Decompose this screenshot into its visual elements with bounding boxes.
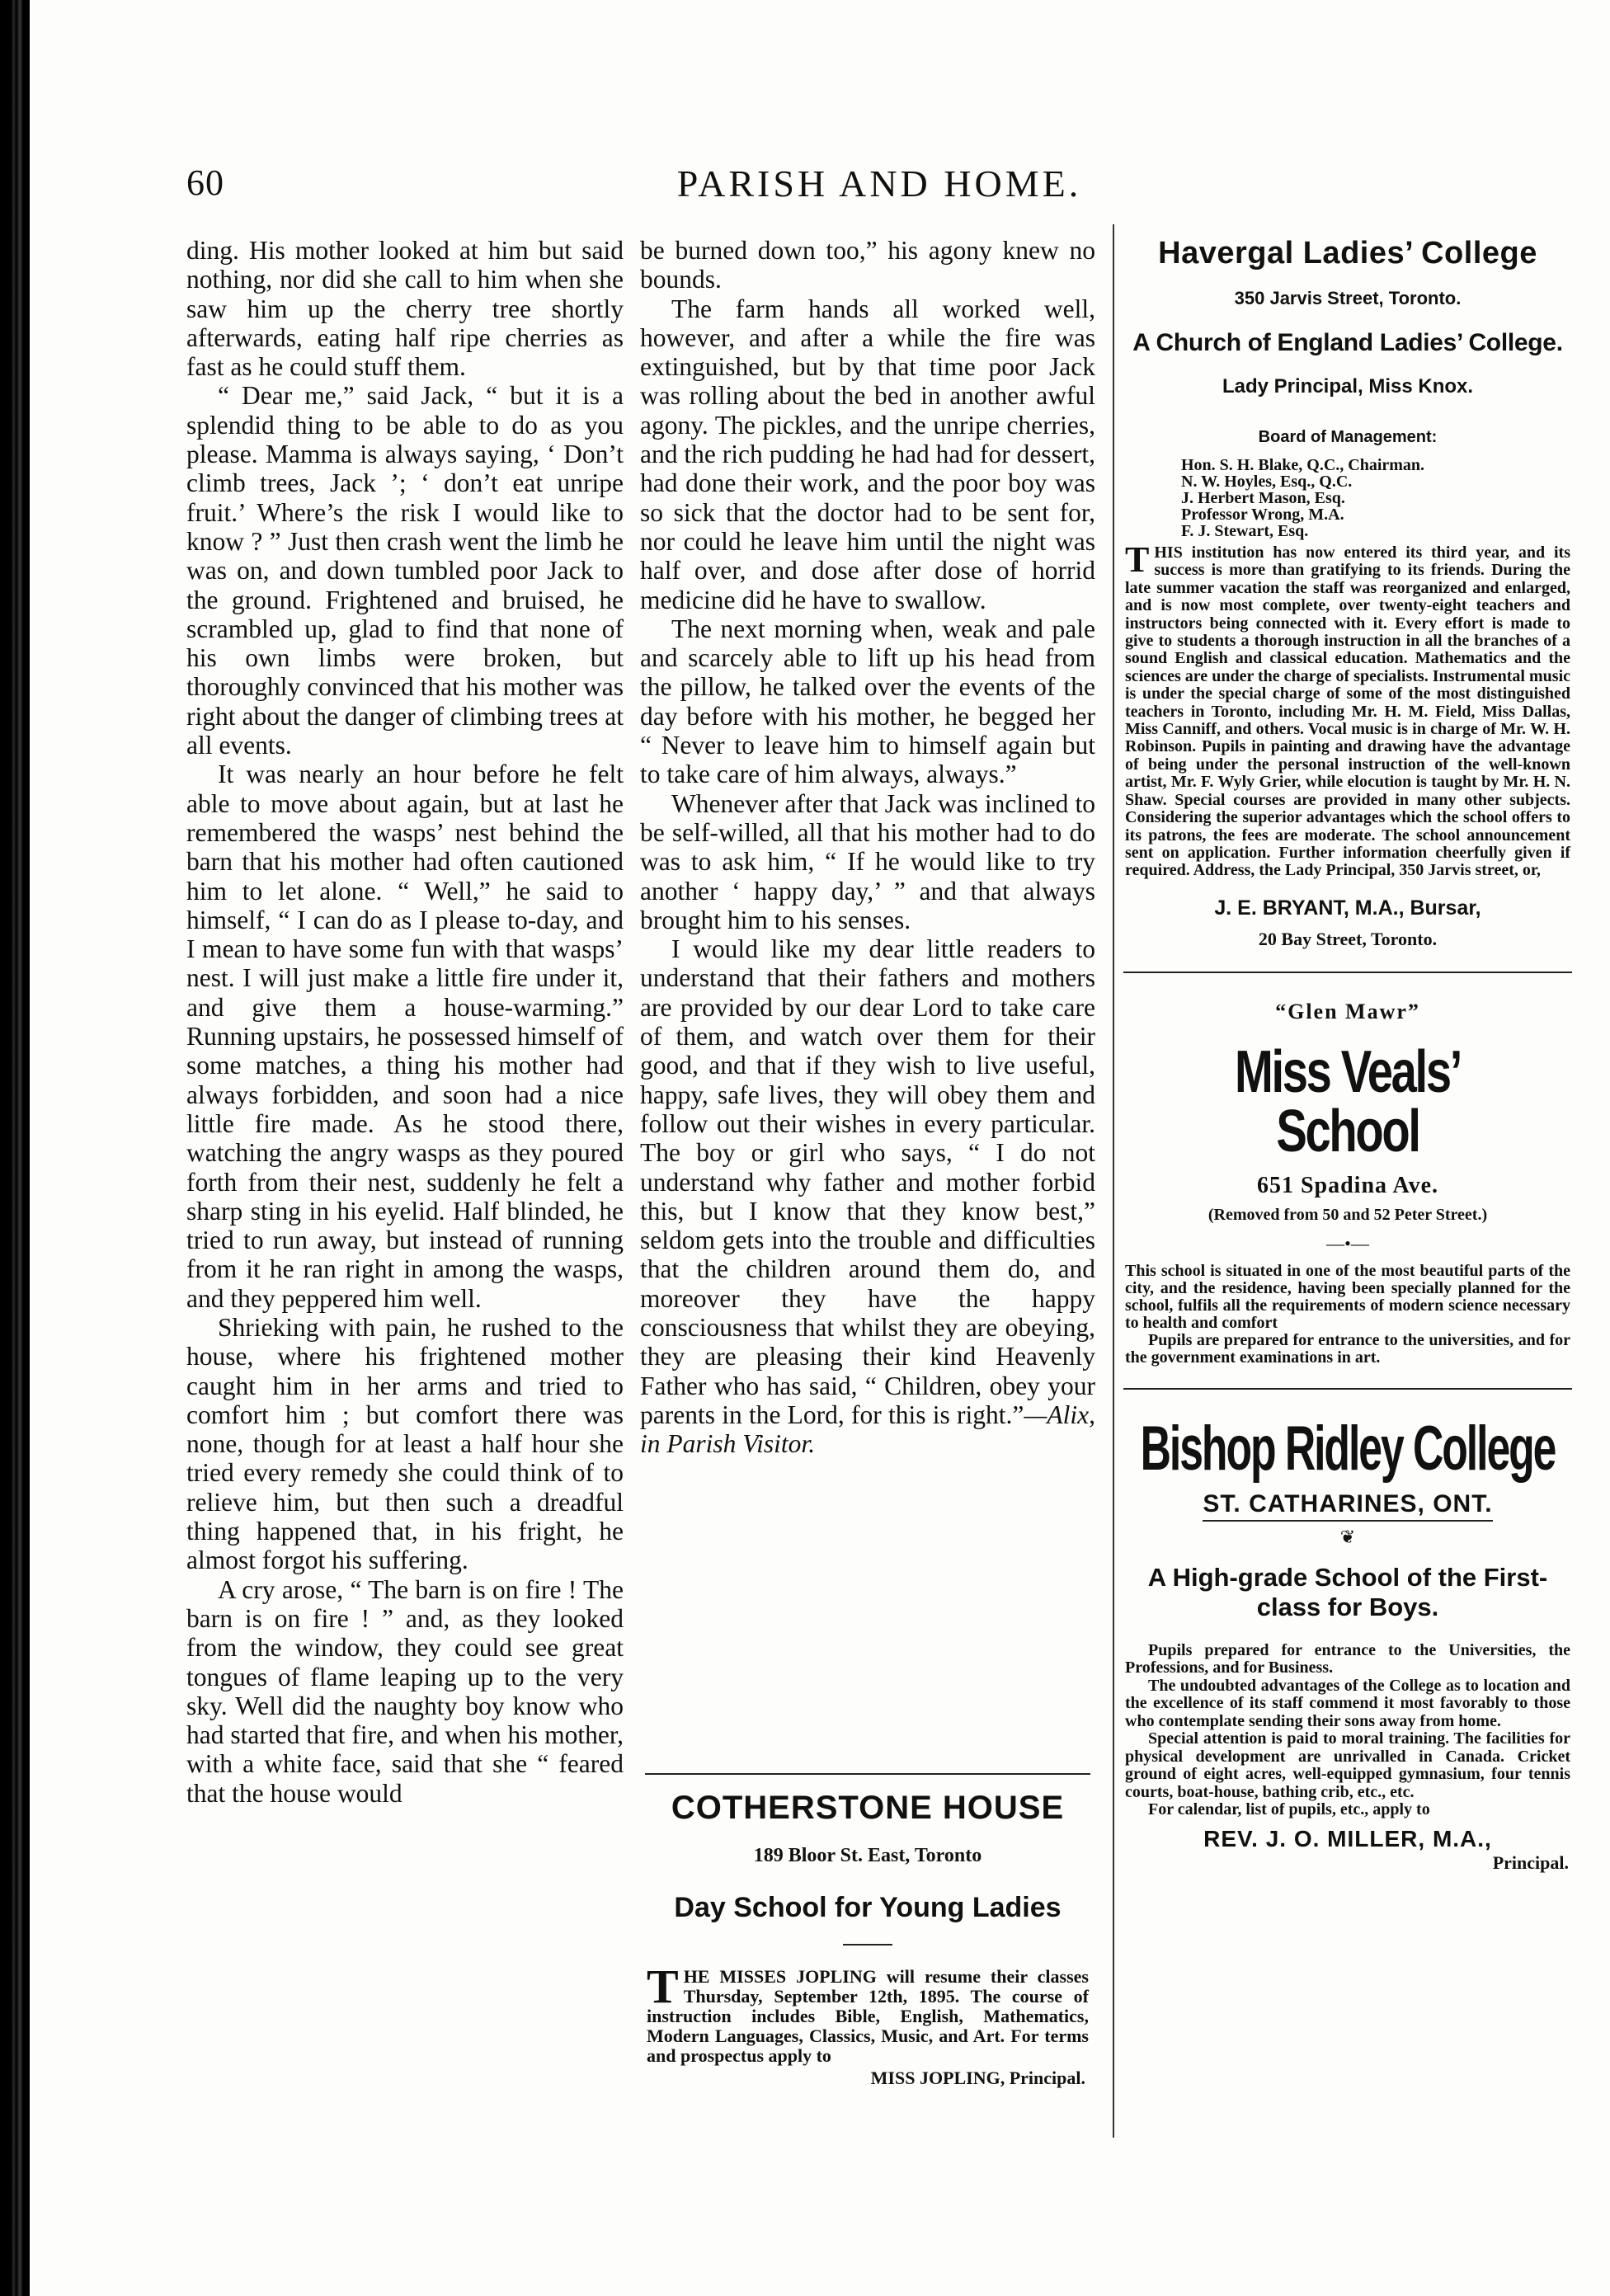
ornament-divider: —•— [1326,1232,1369,1254]
drop-cap: T [647,1960,679,2013]
board-member: F. J. Stewart, Esq. [1181,522,1309,540]
ad-title: COTHERSTONE HOUSE [671,1790,1065,1826]
story-paragraph: A cry arose, “ The barn is on fire ! The barn is on fire ! ” and, as they looked from the window, they could see great tongues of flame leaping up to the very sky. Well did the naughty boy know who had started that fire, and when his mother, with a white face, said that she “ feared that the house would [186,1574,624,1808]
ad-signature: MISS JOPLING, Principal. [870,2068,1085,2088]
ad-contact: REV. J. O. MILLER, M.A., [1203,1825,1492,1851]
ad-body [1120,539,1575,880]
ad-body-text: HIS institution has now entered its third year, and its success is more than gratifying to its friends. During the late summer vacation the staff was reorganized and enlarged, and is now most complete, over twenty-eight teachers and instructors being connected with it. Every effort is made to give to students a thorough instruction in all the branches of a sound English and classical education. Mathematics and the sciences are under the charge of specialists. Instrumental music is under the special charge of some of the most distinguished teachers in Toronto, including Mr. H. M. Field, Miss Dallas, Miss Canniff, and others. Vocal music is in charge of Mr. W. H. Robinson. Pupils in painting and drawing have the advantage of being under the personal instruction of the well-known artist, Mr. F. Wyly Grier, while elocution is taught by Mr. H. N. Shaw. Special courses are provided in many other subjects. Considering the superior advantages which the school offers to its patrons, the fees are moderate. The school announcement sent on application. Further information cheerfully given if required. Address, the Lady Principal, 350 Jarvis street, or, [1125,543,1570,880]
drop-cap: T [1125,539,1150,580]
miss-veals-school-ad [1120,1000,1575,1367]
ad-address: 651 Spadina Ave. [1256,1172,1439,1198]
ad-title: Miss Veals’ School [1235,1038,1461,1164]
ad-body [1120,1642,1575,1819]
ornament-icon: ❦ [1339,1526,1356,1547]
ad-contact-title: Principal. [1492,1851,1569,1873]
cotherstone-house-ad [640,1773,1095,2089]
ad-divider [1123,972,1572,973]
ad-body [1120,1263,1575,1367]
page-number: 60 [186,162,224,203]
ad-address: 189 Bloor St. East, Toronto [753,1845,982,1866]
ad-subtitle: A Church of England Ladies’ College. [1132,329,1563,356]
board-heading: Board of Management: [1258,428,1438,446]
story-signature: —Alix, in Parish Visitor. [640,1400,1095,1459]
havergal-college-ad [1120,236,1575,950]
board-member: Professor Wrong, M.A. [1181,506,1344,524]
ad-body-text: Pupils are prepared for entrance to the universities, and for the government examinations in art. [1125,1330,1570,1367]
ad-contact-address: 20 Bay Street, Toronto. [1258,928,1438,949]
story-paragraph: be burned down too,” his agony knew no bounds. [640,236,1095,294]
ad-title: Havergal Ladies’ College [1158,236,1537,271]
ad-paragraph: Pupils prepared for entrance to the Universities, the Professions, and for Business. [1125,1640,1570,1677]
ad-paragraph: The undoubted advantages of the College as to location and the excellence of its staff commend it most favorably to those who contemplate sending their sons away from home. [1125,1676,1570,1730]
ad-divider [1123,1388,1572,1390]
ad-note: (Removed from 50 and 52 Peter Street.) [1208,1205,1488,1224]
ad-contact: J. E. BRYANT, M.A., Bursar, [1214,896,1481,920]
advertisement-column [1120,236,1575,1874]
ad-subtitle: Day School for Young Ladies [674,1892,1062,1923]
ad-paragraph: Special attention is paid to moral training. The facilities for physical development are unrivalled in Canada. Cricket ground of eight acres, well-equipped gymnasium, four tennis courts, boat-house, bathing crib, etc., etc. [1125,1729,1570,1801]
newspaper-page [30,0,1610,2296]
ad-tagline: “Glen Mawr” [1275,999,1420,1023]
ad-subtitle: A High-grade School of the First-class for Boys. [1147,1562,1548,1621]
publication-title: PARISH AND HOME. [676,162,1082,205]
bishop-ridley-college-ad [1120,1413,1575,1874]
story-paragraph: ding. His mother looked at him but said nothing, nor did she call to him when she saw him up the cherry tree shortly afterwards, eating half ripe cherries as fast as he could stuff them. [186,236,624,382]
board-list [1181,457,1575,539]
story-paragraph: Whenever after that Jack was inclined to be self-willed, all that his mother had to do was to ask him, “ If he would like to try another ‘ happy day,’ ” and that always brought him to his senses. [640,788,1095,934]
story-paragraph: Shrieking with pain, he rushed to the house, where his frightened mother caught him in her arms and tried to comfort him ; but comfort there was none, though for at least a half hour she tried every remedy she could think of to relieve him, but then such a dreadful thing happened that, in his fright, he almost forgot his suffering. [186,1312,624,1575]
story-paragraph-text: I would like my dear little readers to understand that their fathers and mothers are provided by our dear Lord to take care of them, and watch over them for their good, and that if they wish to live useful, happy, safe lives, they will obey them and follow out their wishes in every particular. The boy or girl who says, “ I do not understand why father and mother forbid this, but I know that they know best,” seldom gets into the trouble and difficulties that the children around them do, and moreover they have the happy consciousness that whilst they are obeying, they are pleasing their kind Heavenly Father who has said, “ Children, obey your parents in the Lord, for this is right.” [640,934,1095,1429]
ad-body [640,1960,1095,2066]
ad-body-text: HE MISSES JOPLING will resume their classes Thursday, September 12th, 1895. The course of instruction includes Bible, English, Mathematics, Modern Languages, Classics, Music, and Art. For terms and prospectus apply to [647,1966,1089,2066]
story-paragraph [640,934,1095,1458]
ad-location: ST. CATHARINES, ONT. [1203,1490,1492,1522]
ad-body-text: This school is situated in one of the most beautiful parts of the city, and the residence, having been specially planned for the school, fulfils all the requirements of modern science necessary to health and comfort [1125,1261,1570,1332]
story-paragraph: The farm hands all worked well, however, and after a while the fire was extinguished, but by that time poor Jack was rolling about the bed in another awful agony. The pickles, and the unripe cherries, and the rich pudding he had had for dessert, had done their work, and the poor boy was so sick that the doctor had to be sent for, nor could he leave him until the night was half over, and dose after dose of horrid medicine did he have to swallow. [640,294,1095,614]
board-member: Hon. S. H. Blake, Q.C., Chairman. [1181,456,1425,474]
story-paragraph: “ Dear me,” said Jack, “ but it is a splendid thing to be able to do as you please. Mamma is always saying, ‘ Don’t climb trees, Jack ’; ‘ don’t eat unripe fruit.’ Where’s the risk I would like to know ? ” Just then crash went the limb he was on, and down tumbled poor Jack to the ground. Frightened and bruised, he scrambled up, glad to find that none of his own limbs were broken, but thoroughly convinced that his mother was right about the danger of climbing trees at all events. [186,381,624,760]
board-member: J. Herbert Mason, Esq. [1181,489,1345,507]
story-column-1 [186,236,624,1808]
ad-title: Bishop Ridley College [1140,1413,1556,1484]
running-head [186,162,1572,211]
ad-paragraph: For calendar, list of pupils, etc., apply to [1148,1800,1430,1819]
ad-address: 350 Jarvis Street, Toronto. [1234,288,1462,308]
scan-page-edge [0,0,30,2296]
story-column-2 [640,236,1095,1458]
short-divider [843,1944,892,1945]
story-paragraph: The next morning when, weak and pale and scarcely able to lift up his head from the pillow, he talked over the events of the day before with his mother, he begged her “ Never to leave him to himself again but to take care of him always, always.” [640,614,1095,789]
column-divider [1113,224,1114,2138]
ad-principal: Lady Principal, Miss Knox. [1222,375,1474,398]
ad-divider [645,1773,1090,1775]
board-member: N. W. Hoyles, Esq., Q.C. [1181,473,1353,491]
story-paragraph: It was nearly an hour before he felt able to move about again, but at last he remembered the wasps’ nest behind the barn that his mother had often cautioned him to let alone. “ Well,” he said to himself, “ I can do as I please to-day, and I mean to have some fun with that wasps’ nest. I will just make a little fire under it, and give them a house-warming.” Running upstairs, he possessed himself of some matches, a thing his mother had always forbidden, and soon had a nice little fire made. As he stood there, watching the angry wasps as they poured forth from their nest, suddenly he felt a sharp sting in his eyelid. Half blinded, he tried to run away, but instead of running from it he ran right in among the wasps, and they peppered him well. [186,760,624,1313]
